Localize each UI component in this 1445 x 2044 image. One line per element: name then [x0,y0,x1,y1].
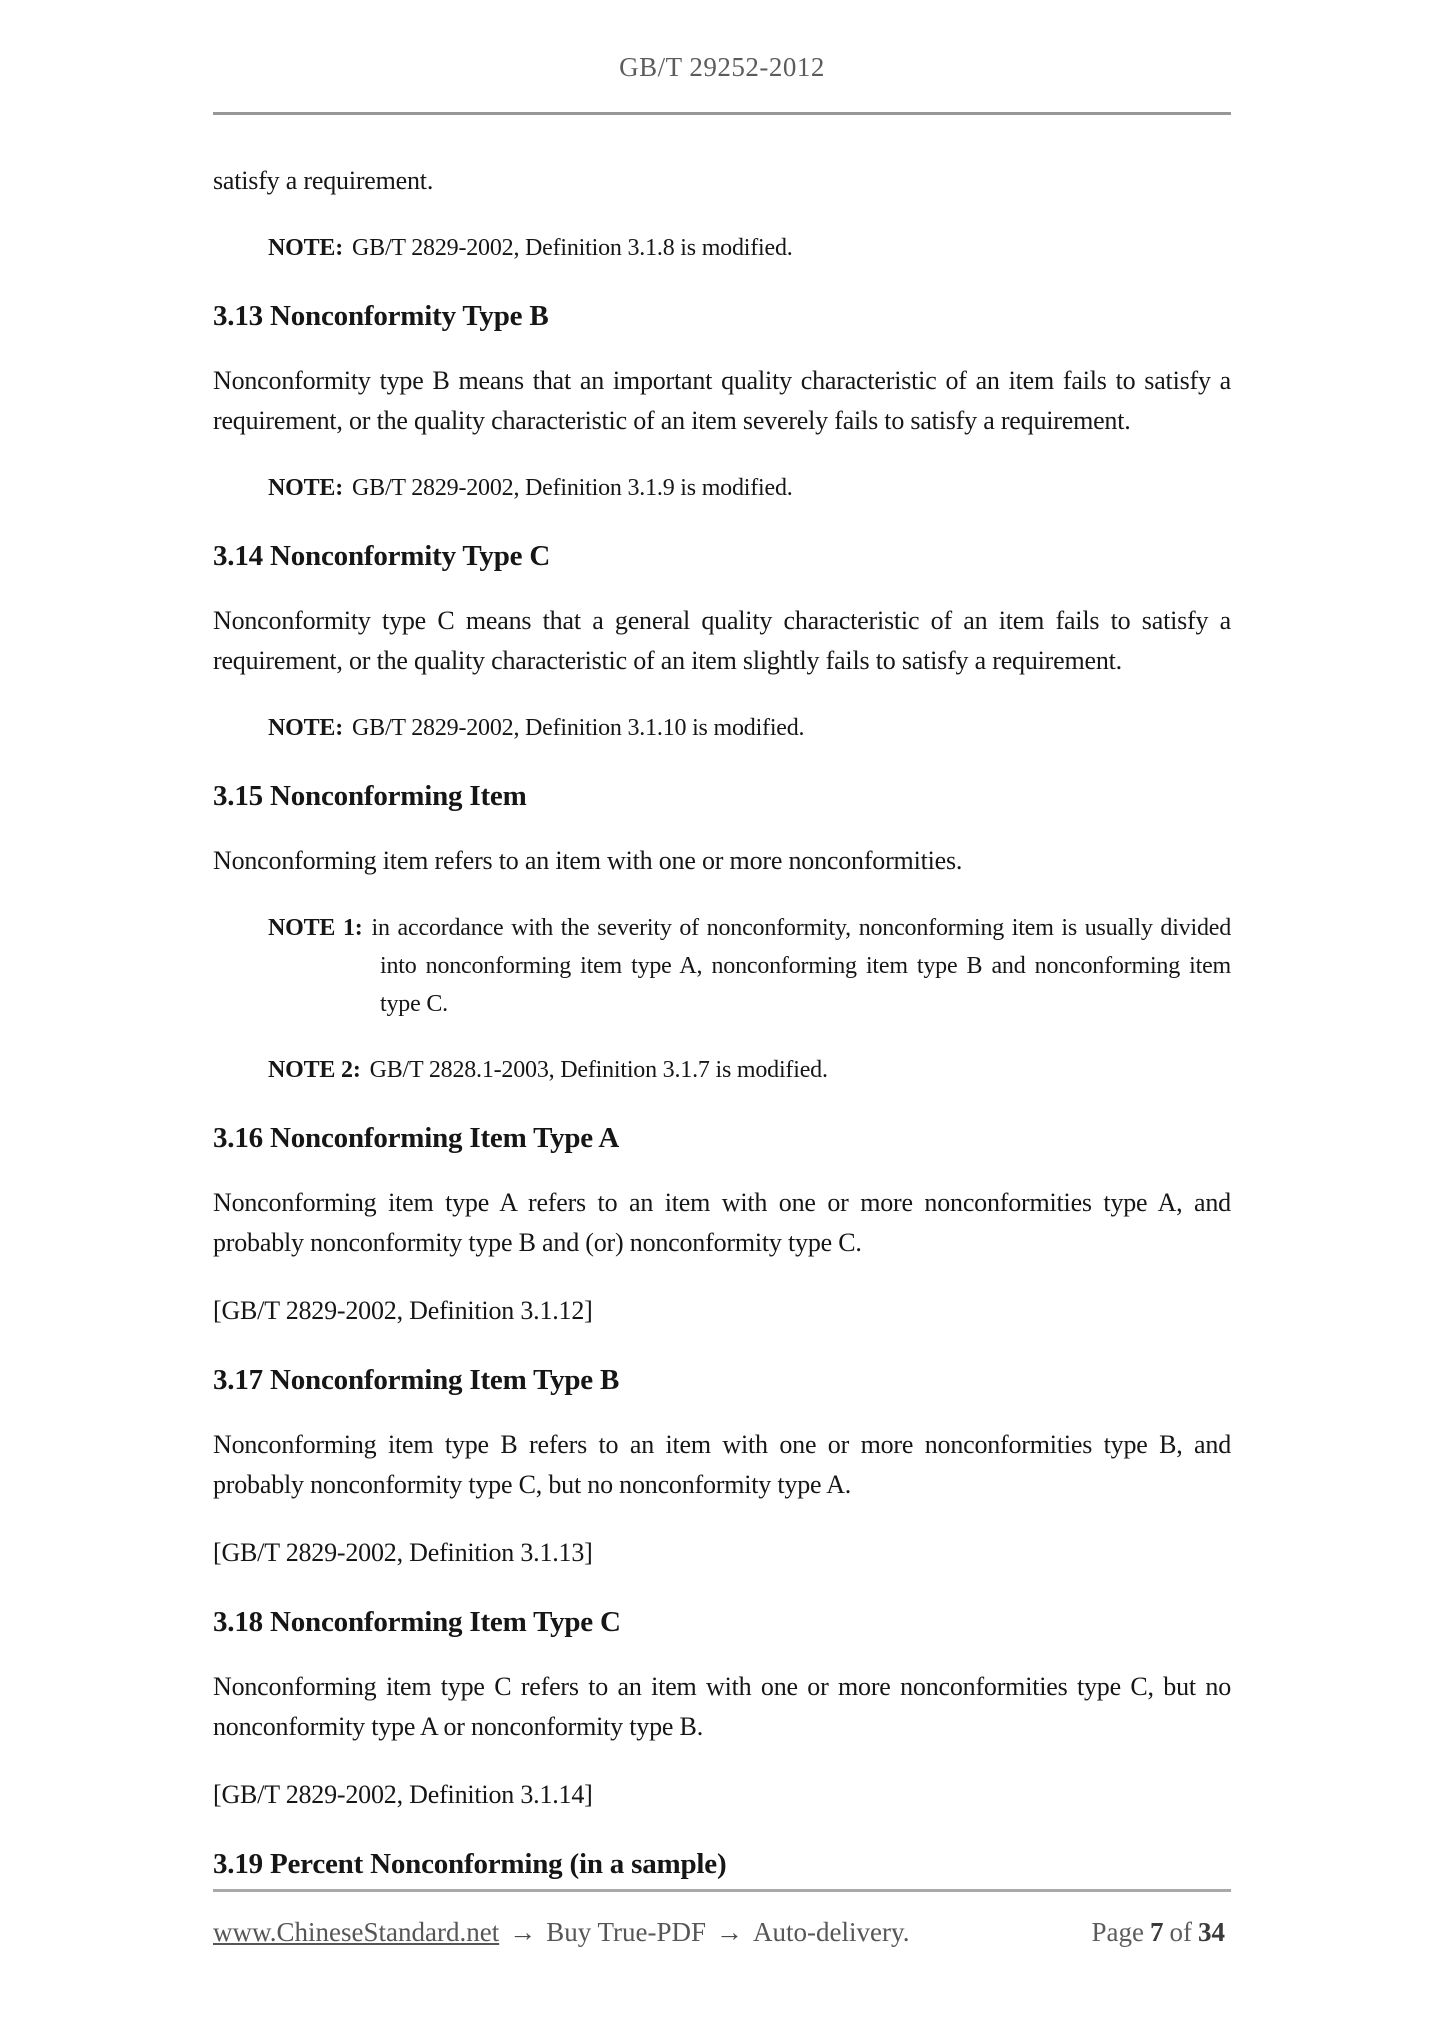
reference-3-1-13: [GB/T 2829-2002, Definition 3.1.13] [213,1538,593,1567]
note-2-definition-3-1-7 [268,1051,1231,1089]
note-1-severity [268,909,1231,1023]
note-text: GB/T 2828.1-2003, Definition 3.1.7 is modified. [369,1057,828,1083]
footer-buy-text: Buy True-PDF [546,1917,707,1947]
note-text: GB/T 2829-2002, Definition 3.1.10 is modified. [352,715,805,741]
paragraph-3-17: Nonconforming item type B refers to an item with one or more nonconformities type B, and probably nonconformity type C, but no nonconformity type A. [213,1430,1231,1499]
note-text: GB/T 2829-2002, Definition 3.1.8 is modified. [352,235,793,261]
note-text: GB/T 2829-2002, Definition 3.1.9 is modified. [352,475,793,501]
footer-rule [213,1889,1231,1892]
footer-delivery-text: Auto-delivery. [753,1917,910,1947]
note-label: NOTE: [268,235,344,261]
paragraph-3-14: Nonconformity type C means that a general quality characteristic of an item fails to satisfy a requirement, or the quality characteristic of an item slightly fails to satisfy a requirement. [213,606,1231,675]
section-heading-3-13: 3.13 Nonconformity Type B [213,300,549,332]
arrow-right-icon: → [509,1917,537,1947]
paragraph-continuation: satisfy a requirement. [213,166,434,195]
arrow-right-icon: → [716,1917,744,1947]
footer-promo [213,1914,909,1950]
note-label: NOTE 1: [268,915,363,941]
note-definition-3-1-9 [268,469,1231,507]
reference-3-1-12: [GB/T 2829-2002, Definition 3.1.12] [213,1296,593,1325]
header-rule [213,112,1231,115]
note-label: NOTE: [268,715,344,741]
note-text: in accordance with the severity of nonconformity, nonconforming item is usually divided into nonconforming item type A, nonconforming item type B and nonconforming item type C. [371,915,1231,1017]
note-label: NOTE: [268,475,344,501]
section-heading-3-18: 3.18 Nonconforming Item Type C [213,1606,621,1638]
section-heading-3-16: 3.16 Nonconforming Item Type A [213,1122,620,1154]
note-label: NOTE 2: [268,1057,361,1083]
section-heading-3-15: 3.15 Nonconforming Item [213,780,527,812]
page-label: Page [1091,1917,1144,1947]
page-footer [213,1889,1231,1950]
paragraph-3-15: Nonconforming item refers to an item with one or more nonconformities. [213,846,963,875]
page-content [213,0,1231,1883]
reference-3-1-14: [GB/T 2829-2002, Definition 3.1.14] [213,1780,593,1809]
note-definition-3-1-8 [268,229,1231,267]
footer-site-link[interactable]: www.ChineseStandard.net [213,1917,500,1947]
section-heading-3-14: 3.14 Nonconformity Type C [213,540,551,572]
section-heading-3-19: 3.19 Percent Nonconforming (in a sample) [213,1848,727,1880]
note-definition-3-1-10 [268,709,1231,747]
paragraph-3-18: Nonconforming item type C refers to an item with one or more nonconformities type C, but no nonconformity type A or nonconformity type B. [213,1672,1231,1741]
paragraph-3-13: Nonconformity type B means that an important quality characteristic of an item fails to satisfy a requirement, or the quality characteristic of an item severely fails to satisfy a requirement. [213,366,1231,435]
header-standard-code: GB/T 29252-2012 [619,52,825,82]
total-pages-number: 34 [1198,1917,1225,1947]
page-indicator [1092,1914,1231,1950]
of-label: of [1169,1917,1192,1947]
current-page-number: 7 [1150,1917,1164,1947]
footer-row [213,1914,1231,1950]
paragraph-3-16: Nonconforming item type A refers to an item with one or more nonconformities type A, and probably nonconformity type B and (or) nonconformity type C. [213,1188,1231,1257]
section-heading-3-17: 3.17 Nonconforming Item Type B [213,1364,620,1396]
